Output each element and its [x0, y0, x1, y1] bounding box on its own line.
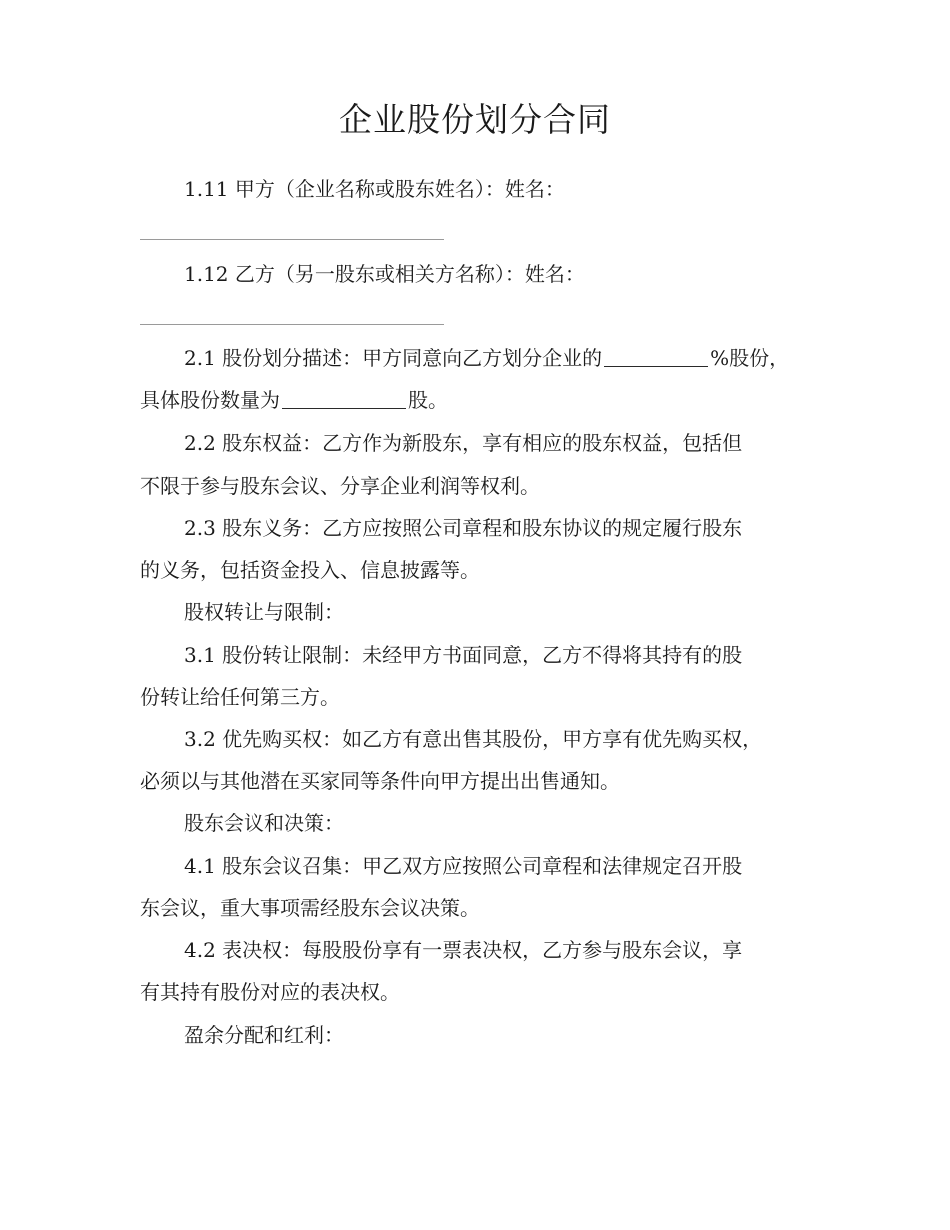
clause-4-2-line-1: 4.2 表决权：每股股份享有一票表决权，乙方参与股东会议，享: [184, 938, 743, 962]
clause-2-2-line-2: 不限于参与股东会议、分享企业利润等权利。: [140, 474, 540, 498]
clause-2-2-line-1: 2.2 股东权益：乙方作为新股东，享有相应的股东权益，包括但: [184, 431, 743, 455]
clause-2-1-text-before: 2.1 股份划分描述：甲方同意向乙方划分企业的: [184, 346, 603, 370]
clause-3-1-line-2: 份转让给任何第三方。: [140, 685, 340, 709]
clause-2-3-line-1: 2.3 股东义务：乙方应按照公司章程和股东协议的规定履行股东: [184, 516, 743, 540]
share-percentage-blank: [604, 346, 708, 367]
clause-3-2-line-1: 3.2 优先购买权：如乙方有意出售其股份，甲方享有优先购买权，: [184, 727, 763, 751]
clause-2-3-line-2: 的义务，包括资金投入、信息披露等。: [140, 558, 480, 582]
clause-4-1-line-2: 东会议，重大事项需经股东会议决策。: [140, 896, 480, 920]
clause-2-1-quantity-unit: 股。: [408, 388, 448, 412]
party-a-line: 1.11 甲方（企业名称或股东姓名）：姓名：: [184, 177, 565, 201]
clause-4-2-line-2: 有其持有股份对应的表决权。: [140, 980, 400, 1004]
clause-3-2-line-2: 必须以与其他潜在买家同等条件向甲方提出出售通知。: [140, 769, 620, 793]
clause-2-1-quantity-label: 具体股份数量为: [140, 388, 280, 412]
clause-4-1-line-1: 4.1 股东会议召集：甲乙双方应按照公司章程和法律规定召开股: [184, 854, 743, 878]
section-heading-dividends: 盈余分配和红利：: [184, 1023, 344, 1047]
clause-2-1-text-after: %股份，: [710, 346, 790, 370]
section-heading-transfer: 股权转让与限制：: [184, 600, 344, 624]
party-b-name-underline: [140, 324, 444, 325]
clause-3-1-line-1: 3.1 股份转让限制：未经甲方书面同意，乙方不得将其持有的股: [184, 643, 743, 667]
share-quantity-blank: [282, 388, 406, 409]
party-b-line: 1.12 乙方（另一股东或相关方名称）：姓名：: [184, 262, 585, 286]
party-a-name-underline: [140, 239, 444, 240]
clause-2-1-line-2: [140, 385, 840, 415]
clause-2-1-line-1: [184, 343, 840, 373]
section-heading-meetings: 股东会议和决策：: [184, 811, 344, 835]
document-title: 企业股份划分合同: [339, 100, 611, 139]
